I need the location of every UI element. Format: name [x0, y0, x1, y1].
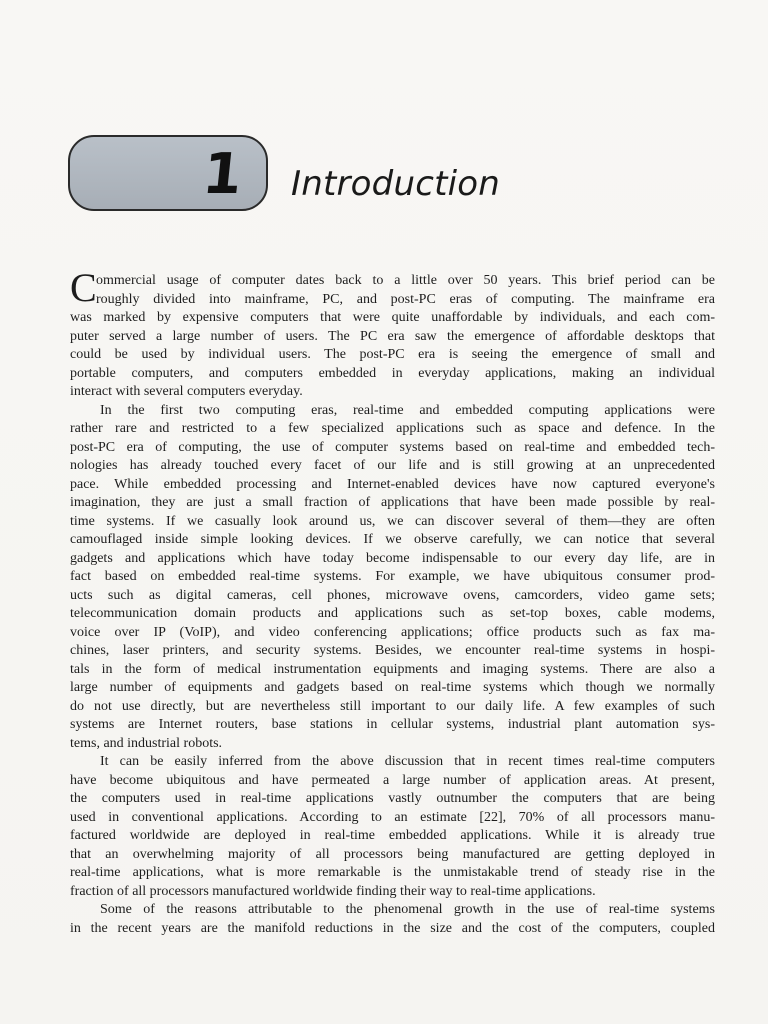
paragraph-line: telecommunication domain products and applications such as set-top boxes, cable modems, — [70, 606, 715, 621]
paragraph-line: used in conventional applications. According to an estimate [22], 70% of all processors manu- — [70, 809, 715, 825]
paragraph-line: could be used by individual users. The post-PC era is seeing the emergence of small and — [70, 347, 715, 362]
chapter-number: 1 — [199, 142, 246, 207]
paragraph-line: chines, laser printers, and security systems. Besides, we encounter real-time systems in hospi- — [70, 643, 715, 658]
paragraph-line: rather rare and restricted to a few specialized applications such as space and defence. In the — [70, 421, 715, 436]
paragraph-line: It can be easily inferred from the above discussion that in recent times real-time computers — [100, 754, 715, 769]
paragraph-3 — [70, 753, 715, 901]
chapter-body — [70, 265, 715, 938]
paragraph-line: in the recent years are the manifold reductions in the size and the cost of the computers, coupled — [70, 920, 715, 936]
paragraph-line: ucts such as digital cameras, cell phones, microwave ovens, camcorders, video game sets; — [70, 587, 715, 603]
paragraph-line: tems, and industrial robots. — [70, 735, 223, 751]
paragraph-line-text: roughly divided into mainframe, PC, and post-PC eras of computing. The mainframe era — [96, 291, 715, 307]
paragraph-line: fraction of all processors manufactured worldwide finding their way to real-time applications. — [70, 883, 596, 899]
paragraph-line: do not use directly, but are nevertheless still important to our daily life. A few examples of such — [70, 698, 715, 714]
paragraph-line: gadgets and applications which have today become indispensable to our every day life, are in — [70, 550, 715, 566]
paragraph-line: fact based on embedded real-time systems. For example, we have ubiquitous consumer prod- — [70, 569, 715, 584]
chapter-title: Introduction — [291, 164, 501, 204]
paragraph-line: the computers used in real-time applications vastly outnumber the computers that are being — [70, 791, 715, 806]
paragraph-line: In the first two computing eras, real-time and embedded computing applications were — [100, 402, 715, 418]
chapter-number-badge — [68, 135, 268, 211]
paragraph-4 — [70, 901, 715, 938]
paragraph-2 — [70, 402, 715, 754]
paragraph-line: Some of the reasons attributable to the phenomenal growth in the use of real-time systems — [100, 902, 715, 917]
paragraph-line: imagination, they are just a small fraction of applications that have been made possible by real- — [70, 495, 715, 510]
paragraph-line: factured worldwide are deployed in real-time embedded applications. While it is already true — [70, 828, 715, 843]
paragraph-line: tals in the form of medical instrumentation equipments and imaging systems. There are also a — [70, 661, 715, 677]
paragraph-line — [70, 291, 715, 310]
paragraph-line: puter served a large number of users. The PC era saw the emergence of affordable desktops that — [70, 328, 715, 344]
paragraph-line: camouflaged inside simple looking devices. If we observe carefully, we can notice that several — [70, 532, 715, 547]
paragraph-line: time systems. If we casually look around us, we can discover several of them—they are often — [70, 513, 715, 529]
paragraph-line: interact with several computers everyday. — [70, 384, 303, 399]
paragraph-line: portable computers, and computers embedded in everyday applications, making an individual — [70, 365, 715, 381]
paragraph-line: have become ubiquitous and have permeated a large number of application areas. At present, — [70, 772, 715, 788]
paragraph-line: nologies has already touched every facet of our life and is still growing at an unprecedented — [70, 458, 715, 473]
drop-cap: C — [70, 265, 97, 310]
paragraph-line: large number of equipments and gadgets based on real-time systems which though we normally — [70, 680, 715, 695]
paragraph-line: pace. While embedded processing and Internet-enabled devices have now captured everyone's — [70, 476, 715, 492]
paragraph-line: was marked by expensive computers that were quite unaffordable by individuals, and each com- — [70, 310, 715, 325]
paragraph-line: real-time applications, what is more remarkable is the unmistakable trend of steady rise in the — [70, 865, 715, 880]
paragraph-line: voice over IP (VoIP), and video conferencing applications; office products such as fax ma- — [70, 624, 715, 640]
paragraph-line: post-PC era of computing, the use of computer systems based on real-time and embedded tech- — [70, 439, 715, 455]
paragraph-line-text: ommercial usage of computer dates back to a little over 50 years. This brief period can be — [96, 273, 715, 288]
paragraph-line: that an overwhelming majority of all processors being manufactured are getting deployed in — [70, 846, 715, 862]
paragraph-line: systems are Internet routers, base stations in cellular systems, industrial plant automation sys- — [70, 717, 715, 732]
paragraph-1 — [70, 265, 715, 402]
